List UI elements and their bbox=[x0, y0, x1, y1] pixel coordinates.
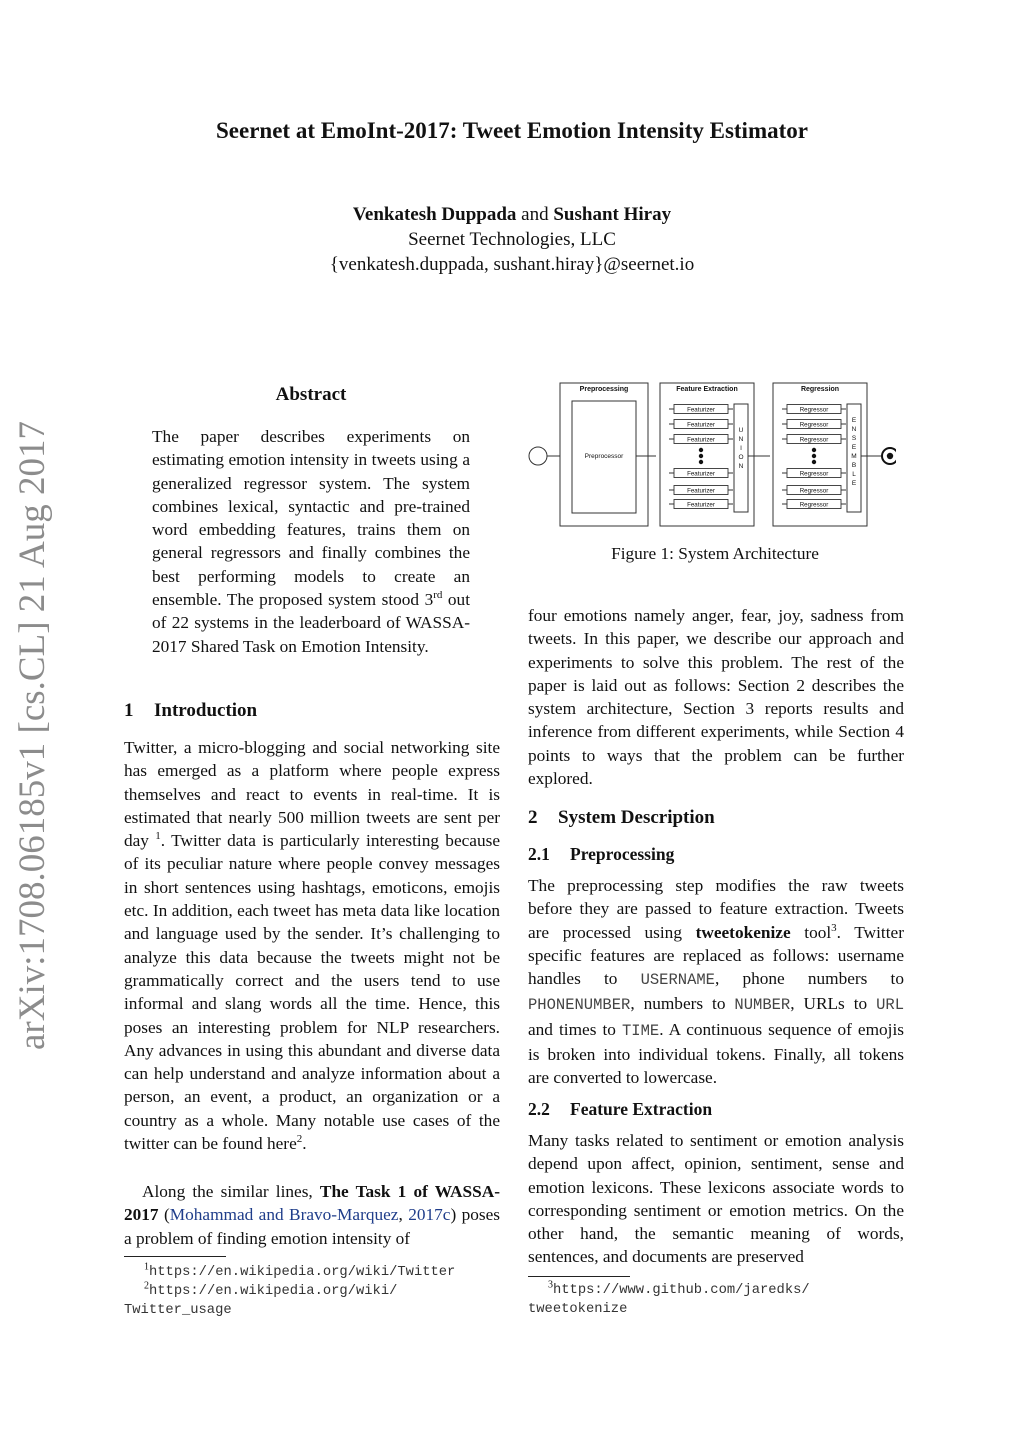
author-2: Sushant Hiray bbox=[553, 204, 672, 225]
footnote-3[interactable]: $^3$https://www.github.com/jaredks/ bbox=[548, 1279, 810, 1298]
featurizer-label: Featurizer bbox=[687, 501, 715, 509]
ellipsis-dot-icon bbox=[699, 460, 703, 464]
footnote-ref-1[interactable]: 1 bbox=[155, 830, 161, 843]
section-2-heading: 2 System Description bbox=[528, 807, 715, 828]
arxiv-stamp: arXiv:1708.06185v1 [cs.CL] 21 Aug 2017 bbox=[12, 421, 53, 1050]
author-line bbox=[0, 204, 1024, 226]
footnote-2-continued[interactable]: Twitter_usage bbox=[124, 1303, 232, 1318]
author-1: Venkatesh Duppada bbox=[352, 204, 517, 225]
ensemble-letter: E bbox=[851, 480, 857, 487]
paper-title: Seernet at EmoInt-2017: Tweet Emotion Intensity Estimator bbox=[216, 118, 808, 143]
union-letter: O bbox=[738, 454, 744, 461]
intro-paragraph-2: Along the similar lines, The Task 1 of WASSA-2017 (Mohammad and Bravo-Marquez, 2017c) poses a problem of finding emotion intensity of bbox=[124, 1182, 501, 1248]
ensemble-letter: E bbox=[851, 417, 857, 424]
ensemble-letter: N bbox=[851, 426, 857, 433]
input-node-icon bbox=[529, 447, 547, 465]
regressor-label: Regressor bbox=[799, 421, 829, 429]
footnote-ref-3[interactable]: 3 bbox=[831, 921, 837, 934]
author-emails: {venkatesh.duppada, sushant.hiray}@seernet.io bbox=[329, 254, 695, 275]
regressor-label: Regressor bbox=[799, 501, 829, 509]
ensemble-letter: B bbox=[851, 462, 857, 469]
ordinal-superscript: rd bbox=[433, 589, 443, 602]
regressor-label: Regressor bbox=[799, 436, 829, 444]
ensemble-letter: L bbox=[852, 471, 856, 478]
abstract-heading: Abstract bbox=[275, 384, 347, 405]
ensemble-letter: S bbox=[851, 435, 857, 442]
footnote-rule-right bbox=[528, 1276, 630, 1277]
regressor-label: Regressor bbox=[799, 406, 829, 414]
affiliation: Seernet Technologies, LLC bbox=[408, 229, 616, 250]
figure-caption: Figure 1: System Architecture bbox=[611, 544, 819, 563]
featurizer-label: Featurizer bbox=[687, 421, 715, 429]
section-1-heading: 1 Introduction bbox=[124, 700, 258, 721]
ellipsis-dot-icon bbox=[699, 454, 703, 458]
footnote-1[interactable]: $^1$https://en.wikipedia.org/wiki/Twitter bbox=[144, 1261, 456, 1280]
intro-continuation: four emotions namely anger, fear, joy, sadness from tweets. In this paper, we describe our approach and experiments to solve this problem. The rest of the paper is laid out as follows: Section 2 describes the system architecture, Section 3 reports results and inference from different experiments, while Section 4 points to ways that the problem can be further explored. bbox=[528, 606, 904, 789]
ellipsis-dot-icon bbox=[812, 454, 816, 458]
regressor-label: Regressor bbox=[799, 487, 829, 495]
footnotes-left bbox=[124, 1263, 504, 1320]
ensemble-letter: E bbox=[851, 444, 857, 451]
preprocessing-title: Preprocessing bbox=[579, 386, 629, 393]
system-architecture-figure bbox=[526, 380, 896, 532]
footnote-ref-2[interactable]: 2 bbox=[296, 1133, 303, 1146]
feature-extraction-title: Feature Extraction bbox=[676, 386, 738, 393]
ellipsis-dot-icon bbox=[812, 448, 816, 452]
regressor-label: Regressor bbox=[799, 470, 829, 478]
ellipsis-dot-icon bbox=[699, 448, 703, 452]
featurizer-label: Featurizer bbox=[687, 487, 715, 495]
citation-link[interactable]: Mohammad and Bravo-Marquez bbox=[169, 1205, 399, 1225]
citation-year-link[interactable]: 2017c bbox=[408, 1205, 451, 1225]
preprocessing-paragraph: The preprocessing step modifies the raw tweets before they are passed to feature extraction. Tweets are processed using tweetokenize tool$^3$. Twitter specific features are replaced as follows: username handles to USERNAME, phone numbers to PHONENUMBER, numbers to NUMBER, URLs to URL and times to TIME. A continuous sequence of emojis is broken into individual tokens. Finally, all tokens are converted to lowercase. bbox=[528, 876, 905, 1088]
featurizer-label: Featurizer bbox=[687, 436, 715, 444]
regression-title: Regression bbox=[800, 386, 840, 393]
featurizer-label: Featurizer bbox=[687, 470, 715, 478]
section-2-2-heading: 2.2 Feature Extraction bbox=[528, 1099, 713, 1119]
union-letter: N bbox=[738, 436, 744, 443]
footnote-3-continued[interactable]: tweetokenize bbox=[528, 1302, 628, 1317]
footnotes-right bbox=[528, 1281, 908, 1319]
footnote-2[interactable]: $^2$https://en.wikipedia.org/wiki/ bbox=[144, 1280, 398, 1299]
intro-paragraph-1: Twitter, a micro-blogging and social networking site has emerged as a platform where people express themselves and react to events in real-time. It is estimated that nearly 500 million tweets are sent per day $^1$. Twitter data is particularly interesting because of its peculiar nature where people convey messages in short sentences using hashtags, emoticons, emojis etc. In addition, each tweet has meta data like location and language used by the sender. It’s challenging to analyze this data because the tweets might not be grammatically correct and the users tend to use informal and slang words all the time. Hence, this poses an interesting problem for NLP researchers. Any advances in using this abundant and diverse data can help understand and analyze information about a person, an event, a product, an organization or a country as a whole. Many notable use cases of the twitter can be found here$^2$. bbox=[124, 738, 500, 1154]
featurizer-label: Featurizer bbox=[687, 406, 715, 414]
union-letter: N bbox=[738, 463, 744, 470]
abstract-text: The paper describes experiments on estimating emotion intensity in tweets using a generalized regressor system. The system combines lexical, syntactic and pre-trained word embedding features, trains them on general regressors and finally combines the best performing models to create an ensemble. The proposed system stood 3rd out of 22 systems in the leaderboard of WASSA-2017 Shared Task on Emotion Intensity. bbox=[152, 427, 470, 656]
section-2-1-heading: 2.1 Preprocessing bbox=[528, 844, 675, 864]
output-node-core-icon bbox=[887, 453, 893, 459]
footnote-rule bbox=[124, 1256, 226, 1257]
author-conjunction: and bbox=[521, 204, 549, 225]
union-letter: I bbox=[740, 445, 742, 452]
ensemble-letter: M bbox=[851, 453, 857, 460]
union-letter: U bbox=[738, 427, 744, 434]
feature-extraction-paragraph: Many tasks related to sentiment or emotion analysis depend upon affect, opinion, sentiment, sense and emotion lexicons. These lexicons associate words to corresponding sentiment or emotion metrics. On the other hand, the semantic meaning of words, sentences, and documents are preserved bbox=[528, 1131, 904, 1267]
preprocessor-label: Preprocessor bbox=[584, 453, 624, 460]
ellipsis-dot-icon bbox=[812, 460, 816, 464]
